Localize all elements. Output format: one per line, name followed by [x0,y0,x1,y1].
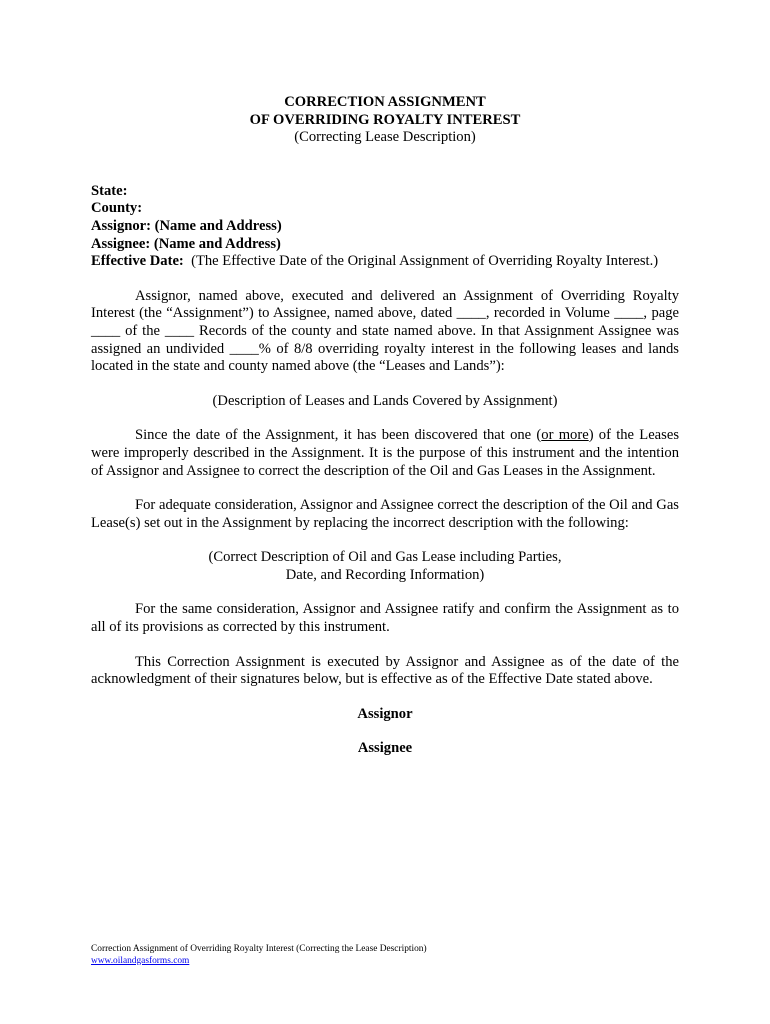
signature-assignee: Assignee [357,740,413,757]
correct-desc-line-1: (Correct Description of Oil and Gas Lease including Parties, [208,549,562,566]
field-effective-date [91,253,679,271]
effective-date-value: (The Effective Date of the Original Assignment of Overriding Royalty Interest.) [191,253,659,270]
field-county: County: [91,200,143,217]
effective-date-label: Effective Date: [91,253,184,270]
field-assignee: Assignee: (Name and Address) [91,235,281,252]
document-page [91,94,679,758]
paragraph-correction: For adequate consideration, Assignor and Assignee correct the description of the Oil and Gas Lease(s) set out in the Assignment by replacing the incorrect description with the following: [91,497,679,531]
p2-end: ) of the Leases were improperly described in the Assignment. It is the purpose of this instrument and the intention of Assignor and Assignee to correct the description of the Oil and Gas Leases in the Assignment. [91,427,679,479]
paragraph-original-assignment: Assignor, named above, executed and delivered an Assignment of Overriding Royalty Interest (the “Assignment”) to Assignee, named above, dated ____, recorded in Volume ____, page ____ of the ____ Records of the county and state named above. In that Assignment Assignee was assigned an undivided ____% of 8/8 overriding royalty interest in the following leases and lands located in the state and county named above (the “Leases and Lands”): [91,287,679,375]
paragraph-ratify: For the same consideration, Assignor and Assignee ratify and confirm the Assignment as to all of its provisions as corrected by this instrument. [91,601,679,636]
correct-description-placeholder [91,549,679,584]
header-fields [91,183,679,271]
document-title [91,94,679,147]
page-footer [91,944,427,967]
footer-text: Correction Assignment of Overriding Royalty Interest (Correcting the Lease Description) [91,944,427,954]
leases-description-placeholder: (Description of Leases and Lands Covered by Assignment) [212,392,558,409]
paragraph-discovery [91,427,679,480]
p2-start: Since the date of the Assignment, it has been discovered that one ( [135,427,542,444]
p2-or-more: or more [541,427,589,444]
field-assignor: Assignor: (Name and Address) [91,217,282,234]
title-line-1: CORRECTION ASSIGNMENT [284,94,486,110]
signature-assignor: Assignor [357,705,413,722]
title-subtitle: (Correcting Lease Description) [294,129,476,146]
footer-link[interactable]: www.oilandgasforms.com [91,955,190,966]
paragraph-execution: This Correction Assignment is executed by Assignor and Assignee as of the date of the acknowledgment of their signatures below, but is effective as of the Effective Date stated above. [91,653,679,688]
field-state: State: [91,182,128,199]
title-line-2: OF OVERRIDING ROYALTY INTEREST [249,111,521,128]
correct-desc-line-2: Date, and Recording Information) [285,566,485,583]
